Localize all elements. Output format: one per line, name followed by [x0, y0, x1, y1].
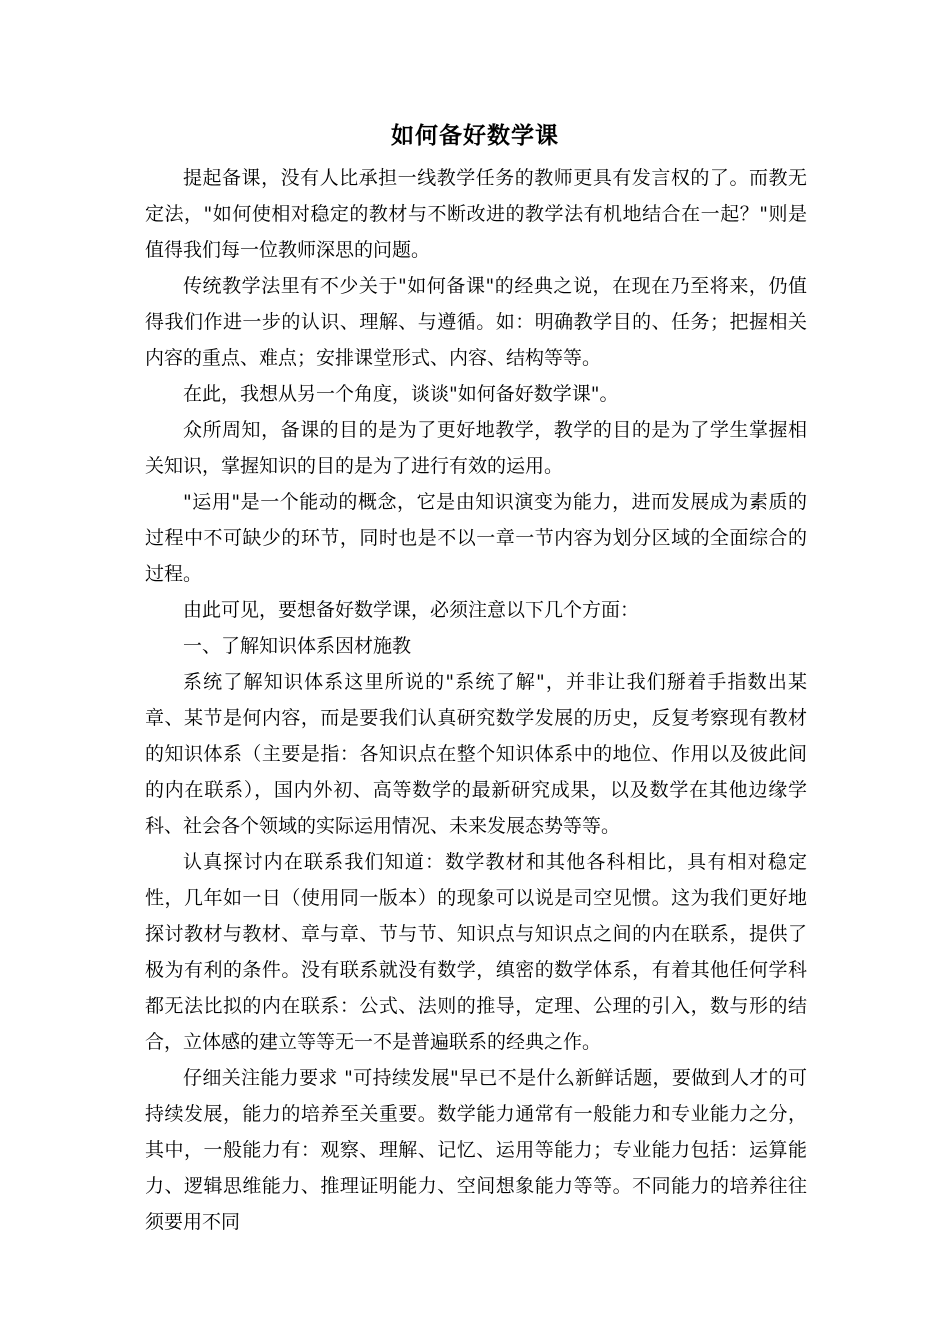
paragraph-knowledge-system: 系统了解知识体系这里所说的"系统了解"，并非让我们掰着手指数出某章、某节是何内容，而是要我们认真研究数学发展的历史，反复考察现有教材的知识体系（主要是指：各知识点在整个知识体系中的地位、作用以及彼此间的内在联系），国内外初、高等数学的最新研究成果，以及数学在其他边缘学科、社会各个领域的实际运用情况、未来发展态势等等。	[145, 671, 807, 837]
paragraph-internal-links: 认真探讨内在联系我们知道：数学教材和其他各科相比，具有相对稳定性，几年如一日（使用同一版本）的现象可以说是司空见惯。这为我们更好地探讨教材与教材、章与章、节与节、知识点与知识点之间的内在联系，提供了极为有利的条件。没有联系就没有数学，缜密的数学体系，有着其他任何学科都无法比拟的内在联系：公式、法则的推导，定理、公理的引入，数与形的结合，立体感的建立等等无一不是普遍联系的经典之作。	[145, 851, 807, 1053]
paragraph-application: "运用"是一个能动的概念，它是由知识演变为能力，进而发展成为素质的过程中不可缺少的环节，同时也是不以一章一节内容为划分区域的全面综合的过程。	[145, 491, 807, 585]
section-heading-1: 一、了解知识体系因材施教	[183, 635, 412, 657]
paragraph-ability-requirements: 仔细关注能力要求 "可持续发展"早已不是什么新鲜话题，要做到人才的可持续发展，能力的培养至关重要。数学能力通常有一般能力和专业能力之分，其中，一般能力有：观察、理解、记忆、运用等能力；专业能力包括：运算能力、逻辑思维能力、推理证明能力、空间想象能力等等。不同能力的培养往往须要用不同	[145, 1067, 807, 1233]
paragraph-intro: 提起备课，没有人比承担一线教学任务的教师更具有发言权的了。而教无定法，"如何使相对稳定的教材与不断改进的教学法有机地结合在一起？"则是值得我们每一位教师深思的问题。	[145, 167, 807, 261]
paragraph-aspects-intro: 由此可见，要想备好数学课，必须注意以下几个方面：	[183, 599, 640, 621]
paragraph-traditional-methods: 传统教学法里有不少关于"如何备课"的经典之说，在现在乃至将来，仍值得我们作进一步的认识、理解、与遵循。如：明确教学目的、任务；把握相关内容的重点、难点；安排课堂形式、内容、结构等等。	[145, 275, 807, 369]
paragraph-purpose: 众所周知，备课的目的是为了更好地教学，教学的目的是为了学生掌握相关知识，掌握知识的目的是为了进行有效的运用。	[145, 419, 807, 477]
paragraph-another-angle: 在此，我想从另一个角度，谈谈"如何备好数学课"。	[183, 383, 619, 405]
document-body	[145, 160, 807, 1240]
document-title: 如何备好数学课	[391, 122, 559, 149]
